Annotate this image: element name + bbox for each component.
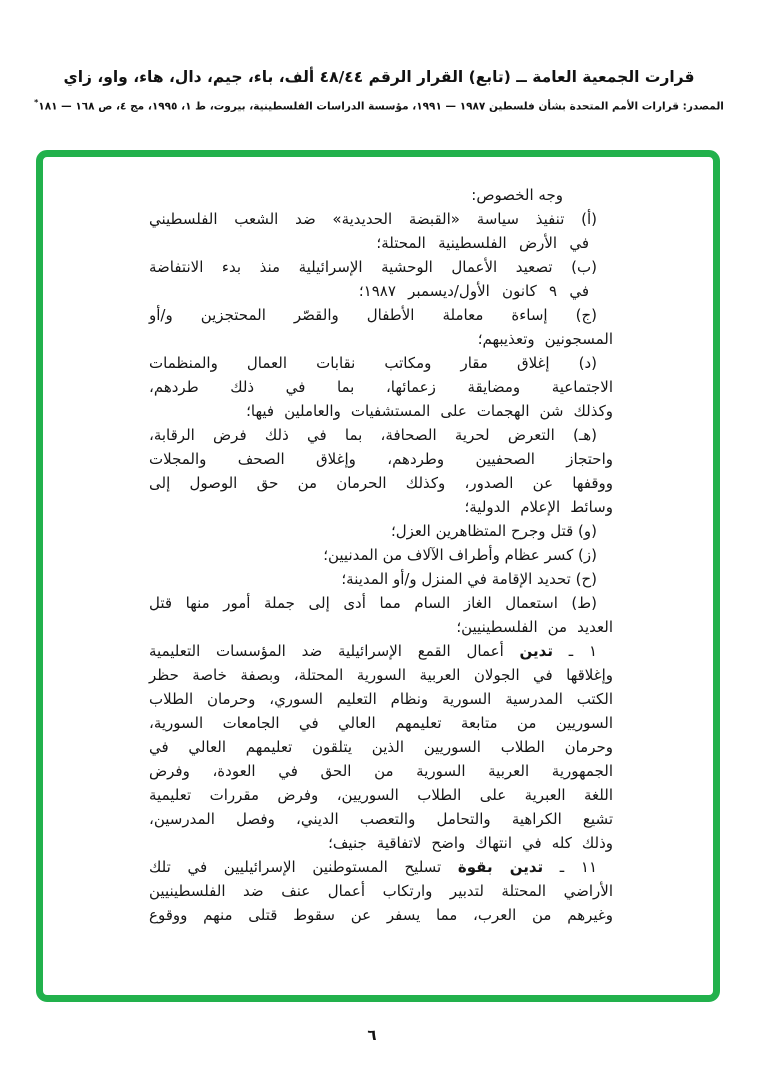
bold-text-segment: تدين بقوة [457, 858, 544, 876]
text-segment: وغيرهم من العرب، مما يسفر عن سقوط قتلى منهم ووقوع [149, 906, 613, 924]
text-segment: (أ) تنفيذ سياسة «القبضة الحديدية» ضد الشعب الفلسطيني [149, 210, 597, 228]
text-segment: (ح) تحديد الإقامة في المنزل و/أو المدينة؛ [341, 570, 597, 588]
text-segment: الأراضي المحتلة لتدبير وارتكاب أعمال عنف ضد الفلسطينيين [149, 882, 613, 900]
page-header [0, 66, 758, 114]
text-line [149, 231, 613, 255]
text-segment: (ز) كسر عظام وأطراف الآلاف من المدنيين؛ [323, 546, 597, 564]
text-segment: وكذلك شن الهجمات على المستشفيات والعاملين فيها؛ [246, 402, 613, 420]
text-line [149, 183, 613, 207]
text-segment: ١ ـ [552, 642, 597, 660]
text-line [149, 519, 613, 543]
text-line [149, 759, 613, 783]
text-line [149, 591, 613, 615]
text-line [149, 471, 613, 495]
text-segment: وسائط الإعلام الدولية؛ [464, 498, 613, 516]
text-segment: تسليح المستوطنين الإسرائيليين في تلك [149, 858, 458, 876]
text-line [149, 423, 613, 447]
text-line [149, 399, 613, 423]
text-segment: وجه الخصوص: [471, 186, 563, 204]
content-frame [36, 150, 720, 1002]
text-segment: (د) إغلاق مقار ومكاتب نقابات العمال والمنظمات [149, 354, 597, 372]
text-segment: أعمال القمع الإسرائيلية ضد المؤسسات التعليمية [149, 642, 520, 660]
text-line [149, 807, 613, 831]
text-segment: الكتب المدرسية السورية ونظام التعليم السوري، وحرمان الطلاب [149, 690, 613, 708]
text-line [149, 495, 613, 519]
text-segment: وإغلاقها في الجولان العربية السورية المحتلة، وبصفة خاصة حظر [149, 666, 613, 684]
text-line [149, 711, 613, 735]
text-line [149, 375, 613, 399]
text-segment: في الأرض الفلسطينية المحتلة؛ [376, 234, 589, 252]
source-text: المصدر: قرارات الأمم المتحدة بشأن فلسطين ١٩٨٧ — ١٩٩١، مؤسسة الدراسات الفلسطينية، بيروت، ط ١، ١٩٩٥، مج ٤، ص ١٦٨ — ١٨١ [38, 100, 724, 113]
text-segment: الجمهورية العربية السورية من الحق في العودة، وفرض [149, 762, 613, 780]
text-segment: (ط) استعمال الغاز السام مما أدى إلى جملة أمور منها قتل [149, 594, 597, 612]
text-segment: ١١ ـ [543, 858, 598, 876]
text-line [149, 207, 613, 231]
document-body [43, 157, 713, 995]
text-line [149, 783, 613, 807]
text-line [149, 447, 613, 471]
text-line [149, 831, 613, 855]
text-line [149, 735, 613, 759]
text-segment: المسجونين وتعذيبهم؛ [477, 330, 613, 348]
text-segment: في ٩ كانون الأول/ديسمبر ١٩٨٧؛ [358, 282, 589, 300]
text-segment: (هـ) التعرض لحرية الصحافة، بما في ذلك فرض الرقابة، [149, 426, 597, 444]
text-segment: تشيع الكراهية والتحامل والتعصب الديني، وفصل المدرسين، [149, 810, 613, 828]
text-line [149, 687, 613, 711]
text-line [149, 615, 613, 639]
text-segment: واحتجاز الصحفيين وطردهم، وإغلاق الصحف والمجلات [149, 450, 613, 468]
text-segment: الاجتماعية ومضايقة زعمائها، بما في ذلك طردهم، [149, 378, 613, 396]
text-segment: (ج) إساءة معاملة الأطفال والقصّر المحتجزين و/أو [149, 306, 597, 324]
text-segment: العديد من الفلسطينيين؛ [456, 618, 613, 636]
text-segment: (و) قتل وجرح المتظاهرين العزل؛ [390, 522, 597, 540]
text-segment: (ب) تصعيد الأعمال الوحشية الإسرائيلية منذ بدء الانتفاضة [149, 258, 597, 276]
text-line [149, 879, 613, 903]
source-line [0, 96, 758, 114]
text-segment: اللغة العبرية على الطلاب السوريين، وفرض مقررات تعليمية [149, 786, 613, 804]
footnote-mark: * [34, 98, 39, 107]
text-segment: وذلك كله في انتهاك واضح لاتفاقية جنيف؛ [328, 834, 613, 852]
text-line [149, 255, 613, 279]
page-number: ٦ [367, 1026, 377, 1044]
text-line [149, 303, 613, 327]
text-line [149, 279, 613, 303]
bold-text-segment: تدين [519, 642, 553, 660]
text-line [149, 327, 613, 351]
page-title: قرارت الجمعية العامة ــ (تابع) القرار الرقم ٤٨/٤٤ ألف، باء، جيم، دال، هاء، واو، زاي [63, 68, 695, 86]
text-line [149, 543, 613, 567]
text-line [149, 351, 613, 375]
text-line [149, 663, 613, 687]
text-segment: السوريين من متابعة تعليمهم العالي في الجامعات السورية، [149, 714, 613, 732]
text-line [149, 903, 613, 927]
text-line [149, 855, 613, 879]
text-line [149, 639, 613, 663]
text-segment: ووقفها عن الصدور، وكذلك الحرمان من حق الوصول إلى [149, 474, 613, 492]
text-segment: وحرمان الطلاب السوريين الذين يتلقون تعليمهم العالي في [149, 738, 613, 756]
text-line [149, 567, 613, 591]
